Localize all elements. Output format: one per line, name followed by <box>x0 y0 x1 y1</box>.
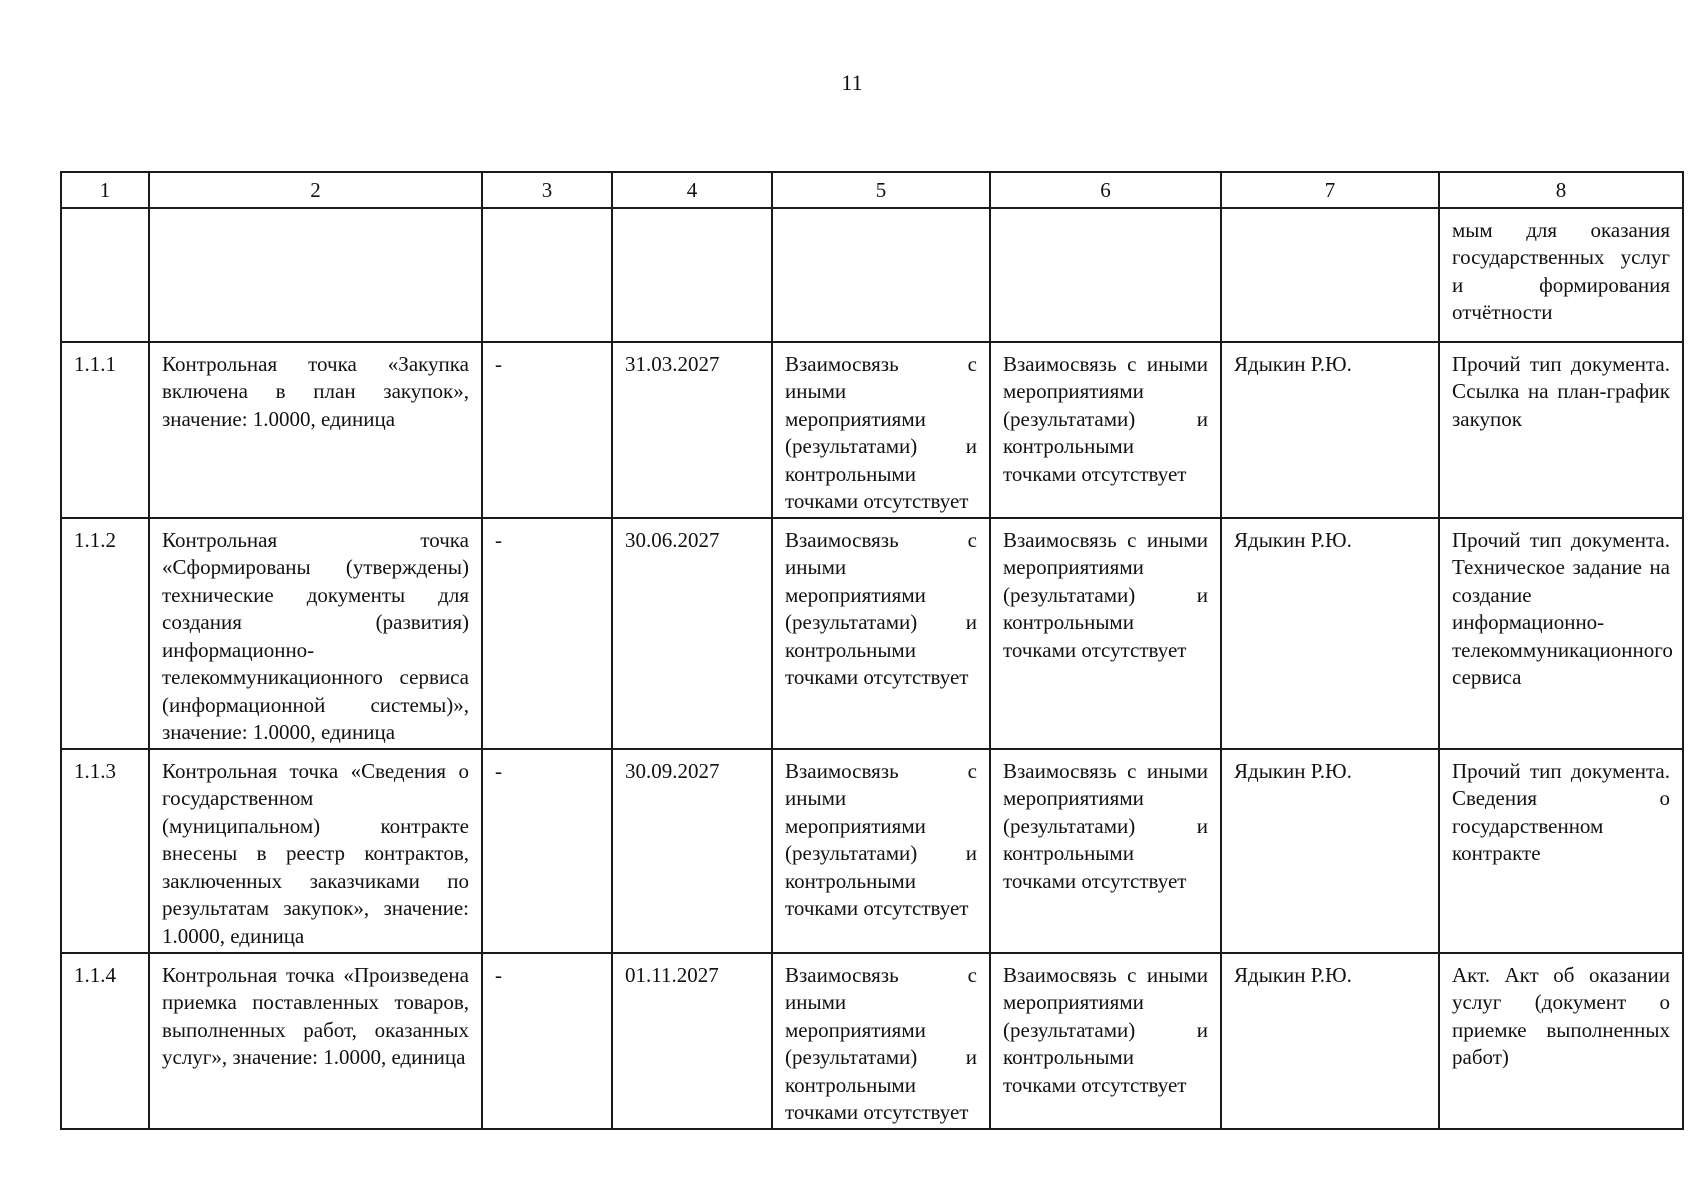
column-header: 2 <box>149 172 482 208</box>
table-row <box>61 518 1683 749</box>
table-row <box>61 749 1683 953</box>
row-col5: Взаимосвязь с иными мероприятиями (результатами) и контрольными точками отсутствует <box>772 518 990 749</box>
row-col3: - <box>482 518 612 749</box>
empty-cell <box>1221 208 1439 342</box>
column-header: 8 <box>1439 172 1683 208</box>
row-number: 1.1.2 <box>61 518 149 749</box>
empty-cell <box>772 208 990 342</box>
row-description: Контрольная точка «Сформированы (утверждены) технические документы для создания (развития) информационно-телекоммуникационного сервиса (информационной системы)», значение: 1.0000, единица <box>149 518 482 749</box>
column-header: 5 <box>772 172 990 208</box>
continuation-cell: мым для оказания государственных услуг и формирования отчётности <box>1439 208 1683 342</box>
control-points-table <box>60 171 1684 1130</box>
row-col3: - <box>482 953 612 1129</box>
row-description: Контрольная точка «Произведена приемка поставленных товаров, выполненных работ, оказанных услуг», значение: 1.0000, единица <box>149 953 482 1129</box>
row-description: Контрольная точка «Закупка включена в план закупок», значение: 1.0000, единица <box>149 342 482 518</box>
empty-cell <box>990 208 1221 342</box>
row-number: 1.1.3 <box>61 749 149 953</box>
row-responsible: Ядыкин Р.Ю. <box>1221 953 1439 1129</box>
row-responsible: Ядыкин Р.Ю. <box>1221 749 1439 953</box>
row-number: 1.1.4 <box>61 953 149 1129</box>
page-number: 11 <box>841 70 863 95</box>
row-date: 01.11.2027 <box>612 953 772 1129</box>
row-col6: Взаимосвязь с иными мероприятиями (результатами) и контрольными точками отсутствует <box>990 749 1221 953</box>
table-row <box>61 342 1683 518</box>
row-number: 1.1.1 <box>61 342 149 518</box>
row-description: Контрольная точка «Сведения о государственном (муниципальном) контракте внесены в реестр контрактов, заключенных заказчиками по результатам закупок», значение: 1.0000, единица <box>149 749 482 953</box>
row-col5: Взаимосвязь с иными мероприятиями (результатами) и контрольными точками отсутствует <box>772 749 990 953</box>
row-date: 30.09.2027 <box>612 749 772 953</box>
row-document: Прочий тип документа. Ссылка на план-график закупок <box>1439 342 1683 518</box>
column-header: 1 <box>61 172 149 208</box>
row-col5: Взаимосвязь с иными мероприятиями (результатами) и контрольными точками отсутствует <box>772 342 990 518</box>
continuation-row <box>61 208 1683 342</box>
empty-cell <box>149 208 482 342</box>
row-col6: Взаимосвязь с иными мероприятиями (результатами) и контрольными точками отсутствует <box>990 518 1221 749</box>
column-header: 6 <box>990 172 1221 208</box>
row-col5: Взаимосвязь с иными мероприятиями (результатами) и контрольными точками отсутствует <box>772 953 990 1129</box>
column-header: 3 <box>482 172 612 208</box>
empty-cell <box>482 208 612 342</box>
row-col3: - <box>482 749 612 953</box>
row-col6: Взаимосвязь с иными мероприятиями (результатами) и контрольными точками отсутствует <box>990 953 1221 1129</box>
table-row <box>61 953 1683 1129</box>
row-col3: - <box>482 342 612 518</box>
row-document: Прочий тип документа. Сведения о государственном контракте <box>1439 749 1683 953</box>
row-col6: Взаимосвязь с иными мероприятиями (результатами) и контрольными точками отсутствует <box>990 342 1221 518</box>
empty-cell <box>612 208 772 342</box>
row-responsible: Ядыкин Р.Ю. <box>1221 518 1439 749</box>
row-document: Акт. Акт об оказании услуг (документ о приемке выполненных работ) <box>1439 953 1683 1129</box>
table-header-row <box>61 172 1683 208</box>
row-date: 30.06.2027 <box>612 518 772 749</box>
row-date: 31.03.2027 <box>612 342 772 518</box>
row-document: Прочий тип документа. Техническое задание на создание информационно-телекоммуникационного сервиса <box>1439 518 1683 749</box>
column-header: 4 <box>612 172 772 208</box>
empty-cell <box>61 208 149 342</box>
column-header: 7 <box>1221 172 1439 208</box>
row-responsible: Ядыкин Р.Ю. <box>1221 342 1439 518</box>
